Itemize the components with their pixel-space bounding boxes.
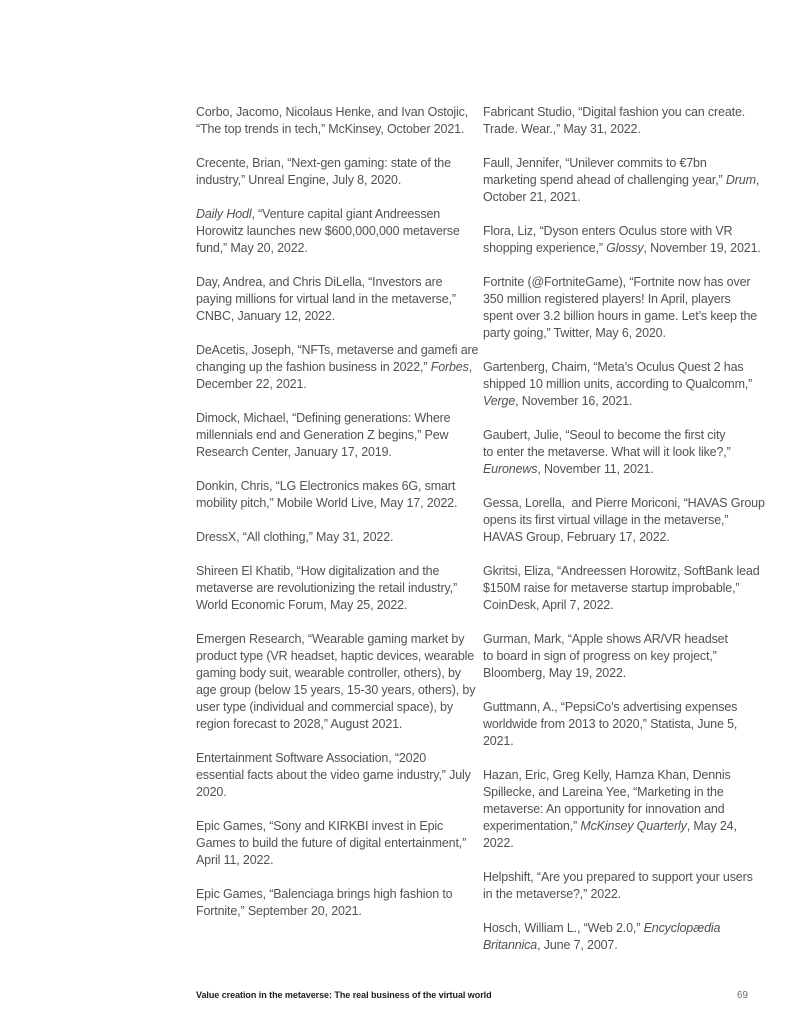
citation-entry <box>196 104 472 138</box>
citation-line: Helpshift, “Are you prepared to support your users <box>483 870 753 884</box>
citation-line: age group (below 15 years, 15-30 years, others), by <box>196 683 476 697</box>
citation-line: Flora, Liz, “Dyson enters Oculus store with VR <box>483 224 733 238</box>
citation-line: Gaubert, Julie, “Seoul to become the first city <box>483 428 726 442</box>
citation-line: 2022. <box>483 836 514 850</box>
citation-line: Bloomberg, May 19, 2022. <box>483 666 627 680</box>
citation-line: October 21, 2021. <box>483 190 581 204</box>
page-footer <box>196 990 748 1001</box>
citation-line: $150M raise for metaverse startup improbable,” <box>483 581 740 595</box>
citation-line: HAVAS Group, February 17, 2022. <box>483 530 670 544</box>
citation-line: Euronews, November 11, 2021. <box>483 462 654 476</box>
citation-line: April 11, 2022. <box>196 853 274 867</box>
citation-line: changing up the fashion business in 2022,” Forbes, <box>196 360 473 374</box>
citation-line: Dimock, Michael, “Defining generations: Where <box>196 411 451 425</box>
citation-line: Donkin, Chris, “LG Electronics makes 6G, smart <box>196 479 456 493</box>
citation-line: industry,” Unreal Engine, July 8, 2020. <box>196 173 402 187</box>
citation-line: Entertainment Software Association, “2020 <box>196 751 427 765</box>
citation-line: Crecente, Brian, “Next-gen gaming: state of the <box>196 156 451 170</box>
citation-line: essential facts about the video game industry,” July <box>196 768 471 782</box>
citation-line: to enter the metaverse. What will it look like?,” <box>483 445 731 459</box>
citation-line: Britannica, June 7, 2007. <box>483 938 618 952</box>
citation-entry <box>483 869 759 903</box>
citation-entry <box>483 427 759 478</box>
citation-line: Games to build the future of digital entertainment,” <box>196 836 467 850</box>
citation-line: spent over 3.2 billion hours in game. Let’s keep the <box>483 309 758 323</box>
citation-line: Corbo, Jacomo, Nicolaus Henke, and Ivan Ostojic, <box>196 105 469 119</box>
citation-line: metaverse: An opportunity for innovation and <box>483 802 725 816</box>
citation-entry <box>196 750 472 801</box>
citation-line: Shireen El Khatib, “How digitalization and the <box>196 564 440 578</box>
citation-entry <box>196 274 472 325</box>
citation-line: Epic Games, “Balenciaga brings high fashion to <box>196 887 453 901</box>
citation-entry <box>196 342 479 393</box>
citation-line: in the metaverse?,” 2022. <box>483 887 621 901</box>
citation-line: Day, Andrea, and Chris DiLella, “Investors are <box>196 275 443 289</box>
citation-line: CNBC, January 12, 2022. <box>196 309 335 323</box>
citation-entry <box>196 206 472 257</box>
citation-line: DressX, “All clothing,” May 31, 2022. <box>196 530 394 544</box>
citation-entry <box>196 631 476 733</box>
citation-entry <box>483 920 759 954</box>
citation-line: party going,” Twitter, May 6, 2020. <box>483 326 666 340</box>
citation-line: Fortnite (@FortniteGame), “Fortnite now has over <box>483 275 751 289</box>
citation-line: to board in sign of progress on key project,” <box>483 649 717 663</box>
citation-line: Guttmann, A., “PepsiCo’s advertising expenses <box>483 700 738 714</box>
citation-line: product type (VR headset, haptic devices, wearable <box>196 649 475 663</box>
citation-line: CoinDesk, April 7, 2022. <box>483 598 614 612</box>
references-section <box>196 104 765 971</box>
citation-line: Spillecke, and Lareina Yee, “Marketing in the <box>483 785 724 799</box>
citation-line: opens its first virtual village in the metaverse,” <box>483 513 729 527</box>
citation-line: shipped 10 million units, according to Qualcomm,” <box>483 377 753 391</box>
citation-line: 2020. <box>196 785 227 799</box>
citation-line: paying millions for virtual land in the metaverse,” <box>196 292 456 306</box>
citation-line: fund,” May 20, 2022. <box>196 241 308 255</box>
citation-line: Trade. Wear.,” May 31, 2022. <box>483 122 641 136</box>
citation-entry <box>483 699 759 750</box>
citation-line: Hazan, Eric, Greg Kelly, Hamza Khan, Dennis <box>483 768 731 782</box>
citation-entry <box>483 631 759 682</box>
citation-line: Fortnite,” September 20, 2021. <box>196 904 362 918</box>
citation-line: Emergen Research, “Wearable gaming market by <box>196 632 465 646</box>
report-title: Value creation in the metaverse: The real business of the virtual world <box>196 990 492 1000</box>
citation-line: Fabricant Studio, “Digital fashion you can create. <box>483 105 746 119</box>
citation-line: Hosch, William L., “Web 2.0,” Encyclopædia <box>483 921 721 935</box>
citation-line: Daily Hodl, “Venture capital giant Andreessen <box>196 207 441 221</box>
citation-line: Verge, November 16, 2021. <box>483 394 633 408</box>
citation-entry <box>483 495 765 546</box>
citation-line: millennials end and Generation Z begins,” Pew <box>196 428 449 442</box>
citation-entry <box>483 359 759 410</box>
citation-line: 350 million registered players! In April, players <box>483 292 731 306</box>
citation-entry <box>196 410 472 461</box>
page-number: 69 <box>736 990 748 1001</box>
references-column-right <box>483 104 765 971</box>
citation-line: user type (individual and commercial space), by <box>196 700 453 714</box>
citation-line: Gkritsi, Eliza, “Andreessen Horowitz, SoftBank lead <box>483 564 760 578</box>
citation-entry <box>196 886 472 920</box>
citation-line: December 22, 2021. <box>196 377 307 391</box>
citation-entry <box>483 104 759 138</box>
citation-line: worldwide from 2013 to 2020,” Statista, June 5, <box>483 717 738 731</box>
citation-line: experimentation,” McKinsey Quarterly, May 24, <box>483 819 737 833</box>
citation-line: mobility pitch,” Mobile World Live, May 17, 2022. <box>196 496 458 510</box>
citation-line: gaming body suit, wearable controller, others), by <box>196 666 461 680</box>
citation-entry <box>196 155 472 189</box>
citation-entry <box>196 529 472 546</box>
citation-entry <box>483 274 759 342</box>
citation-line: Gartenberg, Chaim, “Meta’s Oculus Quest 2 has <box>483 360 744 374</box>
citation-line: shopping experience,” Glossy, November 19, 2021. <box>483 241 761 255</box>
citation-entry <box>483 767 759 852</box>
citation-line: Horowitz launches new $600,000,000 metaverse <box>196 224 460 238</box>
citation-line: region forecast to 2028,” August 2021. <box>196 717 403 731</box>
citation-line: 2021. <box>483 734 514 748</box>
citation-line: Gessa, Lorella, and Pierre Moriconi, “HAVAS Group <box>483 496 765 510</box>
citation-line: marketing spend ahead of challenging year,” Drum, <box>483 173 760 187</box>
citation-line: metaverse are revolutionizing the retail industry,” <box>196 581 457 595</box>
citation-line: Gurman, Mark, “Apple shows AR/VR headset <box>483 632 728 646</box>
references-column-left <box>196 104 479 971</box>
citation-entry <box>196 563 472 614</box>
citation-line: DeAcetis, Joseph, “NFTs, metaverse and gamefi are <box>196 343 479 357</box>
citation-line: “The top trends in tech,” McKinsey, October 2021. <box>196 122 465 136</box>
citation-entry <box>483 223 759 257</box>
citation-entry <box>196 478 472 512</box>
citation-line: Research Center, January 17, 2019. <box>196 445 392 459</box>
citation-line: Faull, Jennifer, “Unilever commits to €7bn <box>483 156 707 170</box>
citation-line: Epic Games, “Sony and KIRKBI invest in Epic <box>196 819 444 833</box>
citation-entry <box>196 818 472 869</box>
citation-entry <box>483 563 759 614</box>
citation-line: World Economic Forum, May 25, 2022. <box>196 598 408 612</box>
citation-entry <box>483 155 759 206</box>
